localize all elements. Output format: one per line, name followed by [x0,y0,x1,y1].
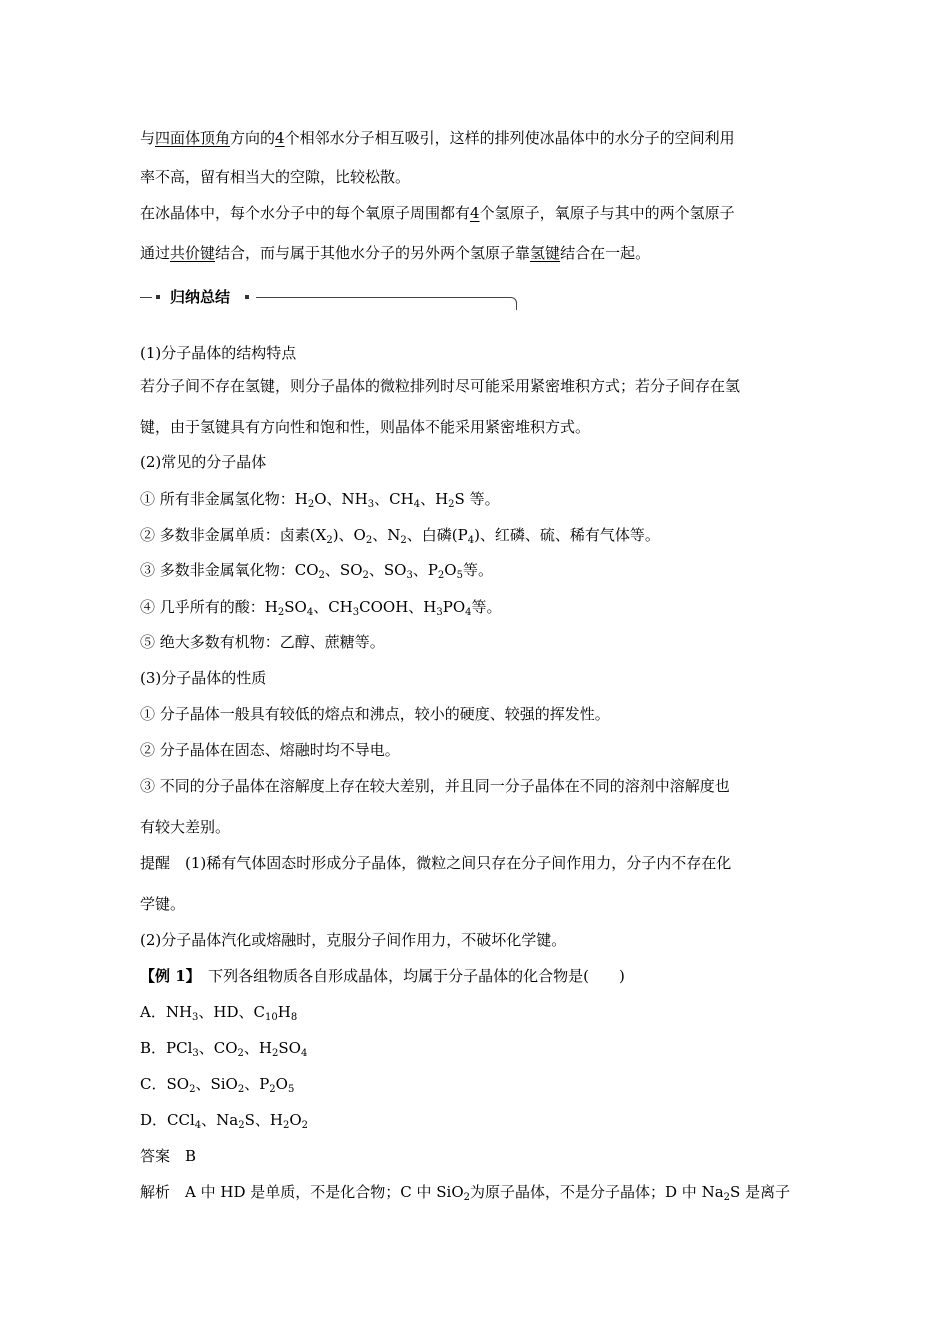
option-d: D．CCl$_4$、$Na_2S$、$H_2O_2$ [140,1111,309,1131]
list-item: ⑤ 绝大多数有机物：乙醇、蔗糖等。 [140,633,385,651]
paragraph-line: 在冰晶体中，每个水分子中的每个氧原子周围都有4个氢原子，氧原子与其中的两个氢原子 [140,204,735,222]
answer: 答案 B [140,1147,197,1165]
subheading: (3)分子晶体的性质 [140,669,267,687]
list-item: ① 所有非金属氢化物：$H_2O$、$NH_3$、$CH_4$、$H_2S$ 等。 [140,490,500,510]
subheading: (2)常见的分子晶体 [140,453,267,471]
list-item: ④ 几乎所有的酸：$H_2SO_4$、$CH_3COOH$、$H_3PO_4$等。 [140,598,502,618]
tip-line: (2)分子晶体汽化或熔融时，克服分子间作用力，不破坏化学键。 [140,931,567,949]
paragraph-line: 与四面体顶角方向的4个相邻水分子相互吸引，这样的排列使冰晶体中的水分子的空间利用 [140,129,735,147]
list-item: ② 多数非金属单质：卤素$(X_2)$、$O_2$、$N_2$、白磷$(P_4)$、红磷、硫、稀有气体等。 [140,526,660,546]
option-c: C．$SO_2$、SiO$_2$、$P_2O_5$ [140,1075,295,1095]
header-square-icon [245,295,249,299]
example-label: 【例 1】 [140,967,194,985]
list-item: ③ 多数非金属氧化物：$CO_2$、$SO_2$、$SO_3$、$P_2O_5$等。 [140,561,493,581]
list-item: ① 分子晶体一般具有较低的熔点和沸点，较小的硬度、较强的挥发性。 [140,705,610,723]
subheading: (1)分子晶体的结构特点 [140,344,297,362]
section-header [140,287,522,313]
tip-line: 提醒 (1)稀有气体固态时形成分子晶体，微粒之间只存在分子间作用力，分子内不存在化 [140,854,732,872]
header-rule-left [140,297,152,298]
paragraph-line: 键，由于氢键具有方向性和饱和性，则晶体不能采用紧密堆积方式。 [140,418,591,436]
header-rule-right [256,297,517,310]
list-item: ③ 不同的分子晶体在溶解度上存在较大差别，并且同一分子晶体在不同的溶剂中溶解度也 [140,777,730,795]
section-title: 归纳总结 [170,288,231,306]
header-square-icon [156,295,160,299]
analysis: 解析 A 中 HD 是单质，不是化合物；C 中 SiO$_2$为原子晶体，不是分子晶体；D 中 $Na_2S$ 是离子 [140,1183,791,1203]
list-item: 有较大差别。 [140,818,231,836]
tip-line: 学键。 [140,895,186,913]
paragraph-line: 通过共价键结合，而与属于其他水分子的另外两个氢原子靠氢键结合在一起。 [140,244,651,262]
example-question: 【例 1】 下列各组物质各自形成晶体，均属于分子晶体的化合物是( ) [140,967,625,985]
option-a: A．$NH_3$、HD、$C_{10}H_8$ [140,1003,298,1023]
list-item: ② 分子晶体在固态、熔融时均不导电。 [140,741,400,759]
option-b: B．PCl$_3$、$CO_2$、$H_2SO_4$ [140,1039,308,1059]
paragraph-line: 若分子间不存在氢键，则分子晶体的微粒排列时尽可能采用紧密堆积方式；若分子间存在氢 [140,377,741,395]
paragraph-line: 率不高，留有相当大的空隙，比较松散。 [140,168,411,186]
